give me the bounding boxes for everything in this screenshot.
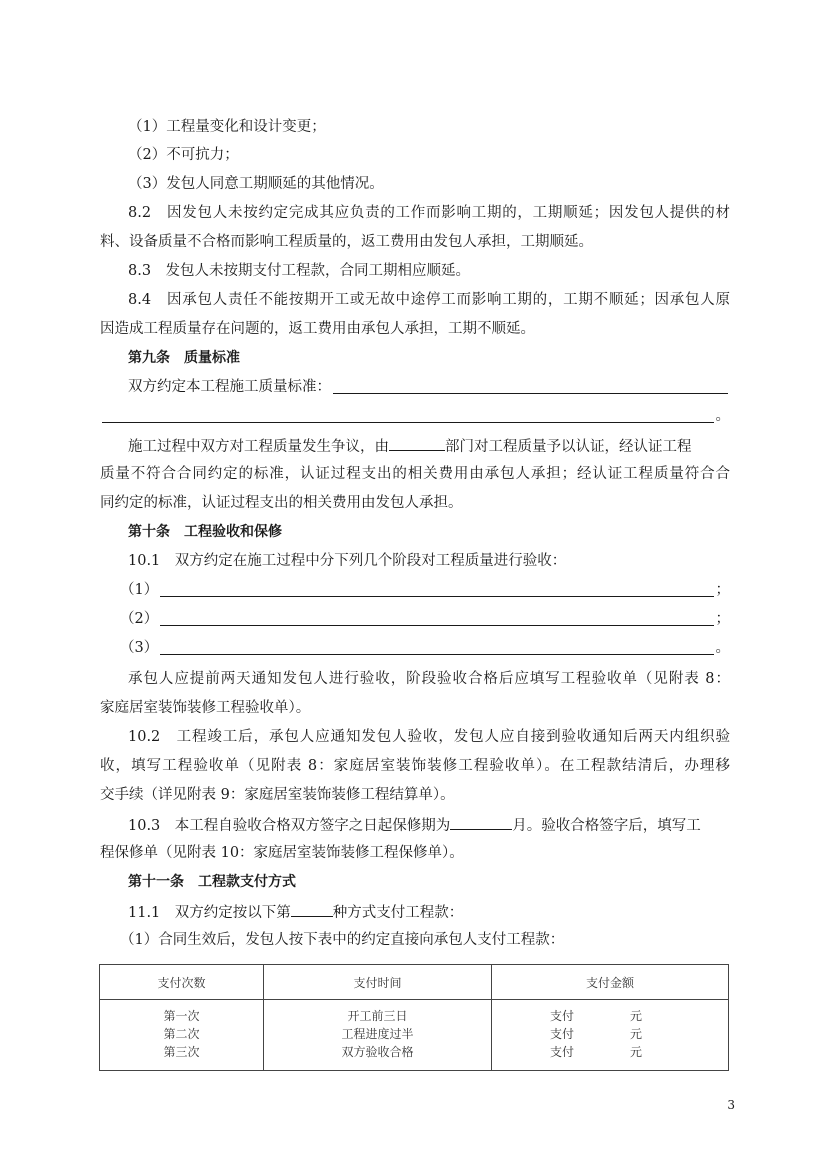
item-force-majeure: （2）不可抗力；	[128, 147, 239, 163]
amount-1[interactable]	[550, 1007, 670, 1025]
article-9-heading: 第九条 质量标准	[128, 350, 240, 366]
when-cell	[264, 1000, 492, 1071]
certification-dept-blank[interactable]	[389, 435, 445, 451]
clause-8-2-line2: 料、设备质量不合格而影响工程质量的，返工费用由发包人承担，工期顺延。	[100, 234, 593, 250]
stage-1-label: （1）	[120, 582, 159, 598]
clause-10-2-line1: 10.2 工程竣工后，承包人应通知发包人验收，发包人应自接到验收通知后两天内组织验	[128, 729, 730, 745]
time-1: 第一次	[163, 1009, 200, 1023]
quality-standard-row2	[100, 406, 730, 426]
when-1: 开工前三日	[347, 1009, 408, 1023]
clause-10-3-pre: 10.3 本工程自验收合格双方签字之日起保修期为	[128, 818, 451, 834]
amount-2[interactable]	[550, 1025, 670, 1043]
dispute-pre: 施工过程中双方对工程质量发生争议，由	[128, 439, 389, 455]
notice-line2: 家庭居室装饰装修工程验收单）。	[100, 700, 311, 716]
article-11-heading: 第十一条 工程款支付方式	[128, 874, 296, 890]
amount-1-unit: 元	[630, 1009, 643, 1023]
stage-3-end: 。	[715, 640, 730, 656]
dispute-line3: 同约定的标准，认证过程支出的相关费用由发包人承担。	[100, 495, 463, 511]
item-design-change: （1）工程量变化和设计变更；	[128, 119, 326, 135]
amount-2-unit: 元	[630, 1027, 643, 1041]
amount-3[interactable]	[550, 1043, 670, 1061]
clause-8-4-line1: 8.4 因承包人责任不能按期开工或无故中途停工而影响工期的，工期不顺延；因承包人原	[128, 292, 730, 308]
warranty-months-blank[interactable]	[450, 814, 512, 830]
clause-8-2-line1: 8.2 因发包人未按约定完成其应负责的工作而影响工期的，工期顺延；因发包人提供的材	[128, 205, 730, 221]
article-10-heading: 第十条 工程验收和保修	[128, 524, 282, 540]
dispute-line1	[128, 435, 730, 457]
times-cell	[100, 1000, 264, 1071]
notice-line1: 承包人应提前两天通知发包人进行验收，阶段验收合格后应填写工程验收单（见附表 8：	[128, 671, 730, 687]
stage-1-end: ；	[715, 582, 730, 598]
payment-table	[99, 964, 729, 1071]
stage-2-end: ；	[715, 611, 730, 627]
clause-11-1-post: 种方式支付工程款：	[332, 905, 464, 921]
clause-10-3-line1	[128, 814, 730, 836]
quality-standard-blank-2[interactable]	[102, 406, 714, 423]
dispute-post: 部门对工程质量予以认证，经认证工程	[445, 439, 692, 455]
stage-1-blank[interactable]	[160, 580, 713, 597]
payment-table-header-row	[100, 965, 729, 1000]
when-3: 双方验收合格	[341, 1045, 414, 1059]
clause-8-4-line2: 因造成工程质量存在问题的，返工费用由承包人承担，工期不顺延。	[100, 321, 535, 337]
clause-10-3-post: 月。验收合格签字后，填写工	[512, 818, 701, 834]
payment-method-blank[interactable]	[291, 901, 333, 917]
header-amount: 支付金额	[492, 965, 729, 1000]
clause-11-1-pre: 11.1 双方约定按以下第	[128, 905, 291, 921]
stage-3-row	[120, 638, 730, 658]
header-times: 支付次数	[100, 965, 264, 1000]
payment-table-body-row	[100, 1000, 729, 1071]
stage-3-label: （3）	[120, 640, 159, 656]
payment-option-1: （1）合同生效后，发包人按下表中的约定直接向承包人支付工程款：	[120, 932, 565, 948]
stage-1-row	[120, 580, 730, 600]
time-3: 第三次	[163, 1045, 200, 1059]
clause-10-2-line2: 收，填写工程验收单（见附表 8：家庭居室装饰装修工程验收单）。在工程款结清后，办理移	[100, 758, 730, 774]
clause-10-1: 10.1 双方约定在施工过程中分下列几个阶段对工程质量进行验收：	[128, 553, 567, 569]
amount-3-pay: 支付	[550, 1045, 575, 1059]
amount-2-pay: 支付	[550, 1027, 575, 1041]
clause-8-3: 8.3 发包人未按期支付工程款，合同工期相应顺延。	[128, 263, 471, 279]
time-2: 第二次	[163, 1027, 200, 1041]
stage-2-blank[interactable]	[160, 609, 713, 626]
header-when: 支付时间	[264, 965, 492, 1000]
quality-standard-label: 双方约定本工程施工质量标准：	[128, 379, 331, 395]
clause-10-2-line3: 交手续（详见附表 9：家庭居室装饰装修工程结算单）。	[100, 787, 455, 803]
quality-standard-row	[128, 377, 730, 397]
page-number: 3	[727, 1098, 735, 1112]
quality-standard-end: 。	[715, 408, 730, 424]
clause-10-3-line2: 程保修单（见附表 10：家庭居室装饰装修工程保修单）。	[100, 845, 464, 861]
item-other-delay: （3）发包人同意工期顺延的其他情况。	[128, 176, 384, 192]
when-2: 工程进度过半	[341, 1027, 414, 1041]
amount-3-unit: 元	[630, 1045, 643, 1059]
dispute-line2: 质量不符合合同约定的标准，认证过程支出的相关费用由承包人承担；经认证工程质量符合合	[100, 466, 730, 482]
clause-11-1	[128, 901, 730, 923]
stage-3-blank[interactable]	[160, 638, 713, 655]
stage-2-label: （2）	[120, 611, 159, 627]
stage-2-row	[120, 609, 730, 629]
amount-1-pay: 支付	[550, 1009, 575, 1023]
amount-cell	[492, 1000, 729, 1071]
quality-standard-blank[interactable]	[333, 377, 728, 394]
